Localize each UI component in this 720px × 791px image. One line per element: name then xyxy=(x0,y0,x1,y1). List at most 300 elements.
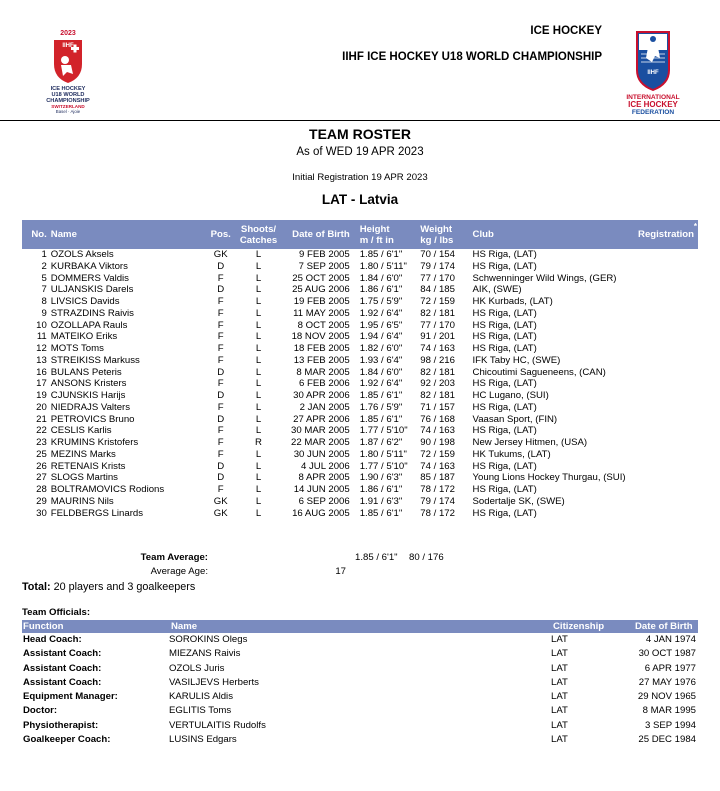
player-sc: L xyxy=(255,448,262,460)
official-cit: LAT xyxy=(551,648,568,660)
player-ht: 1.77 / 5'10" xyxy=(359,460,408,472)
player-dob: 18 FEB 2005 xyxy=(293,343,350,354)
logo-line3: CHAMPIONSHIP xyxy=(46,98,90,104)
player-dob: 14 JUN 2005 xyxy=(293,484,350,495)
col-weight xyxy=(418,220,468,249)
player-sc: L xyxy=(255,307,262,319)
player-no: 11 xyxy=(36,331,47,343)
player-sc: R xyxy=(255,437,262,448)
player-pos: D xyxy=(217,366,225,378)
player-no: 12 xyxy=(36,343,47,354)
player-dob: 13 FEB 2005 xyxy=(293,354,350,366)
official-cit: LAT xyxy=(551,734,568,746)
col-citizenship: Citizenship xyxy=(553,621,605,632)
official-cit: LAT xyxy=(551,705,568,717)
sport-title: ICE HOCKEY xyxy=(530,25,602,37)
logo-line4: SWITZERLAND xyxy=(51,104,85,109)
col-no: No. xyxy=(31,229,47,240)
player-no: 20 xyxy=(36,401,47,413)
player-registration xyxy=(626,355,698,367)
player-no: 29 xyxy=(36,495,47,507)
official-cit: LAT xyxy=(551,676,568,688)
official-name: VASILJEVS Herberts xyxy=(169,676,259,688)
player-registration xyxy=(626,343,698,355)
table-row xyxy=(22,733,698,747)
player-pos: D xyxy=(217,413,225,425)
iihf-logo xyxy=(620,30,686,116)
player-registration xyxy=(626,472,698,484)
player-wt: 74 / 163 xyxy=(420,343,455,354)
player-pos: F xyxy=(217,378,224,390)
player-registration xyxy=(626,378,698,390)
player-ht: 1.85 / 6'1" xyxy=(359,249,403,260)
player-pos: F xyxy=(217,272,224,284)
player-wt: 92 / 203 xyxy=(420,378,455,390)
table-row xyxy=(22,437,698,449)
player-club: HS Riga, (LAT) xyxy=(472,425,537,437)
player-registration xyxy=(626,508,698,520)
player-club: Young Lions Hockey Thurgau, (SUI) xyxy=(472,472,626,484)
table-row xyxy=(22,676,698,690)
player-pos: GK xyxy=(213,507,228,519)
player-no: 22 xyxy=(36,425,47,437)
player-club: New Jersey Hitmen, (USA) xyxy=(472,437,588,448)
table-row xyxy=(22,331,698,343)
player-wt: 74 / 163 xyxy=(420,460,455,472)
player-name: FELDBERGS Linards xyxy=(50,507,144,519)
table-row xyxy=(22,508,698,520)
player-registration xyxy=(626,296,698,308)
player-dob: 22 MAR 2005 xyxy=(291,437,350,448)
player-name: MAURINS Nils xyxy=(50,495,114,507)
official-name: SOROKINS Olegs xyxy=(169,634,248,645)
table-row xyxy=(22,647,698,661)
player-registration xyxy=(626,284,698,296)
player-name: PETROVICS Bruno xyxy=(50,413,135,425)
player-sc: L xyxy=(255,378,262,390)
player-ht: 1.77 / 5'10" xyxy=(359,425,408,437)
player-sc: L xyxy=(255,390,262,401)
player-sc: L xyxy=(255,472,262,484)
team-average-label: Team Average: xyxy=(140,552,208,563)
player-name: BULANS Peteris xyxy=(50,366,122,378)
official-function: Physiotherapist: xyxy=(23,719,99,731)
player-wt: 76 / 168 xyxy=(420,413,455,425)
player-sc: L xyxy=(255,484,262,495)
player-registration xyxy=(626,249,698,261)
col-shoots-line2: Catches xyxy=(239,234,278,246)
official-dob: 25 DEC 1984 xyxy=(638,734,696,746)
player-name: NIEDRAJS Valters xyxy=(50,401,131,413)
officials-table xyxy=(22,620,698,747)
official-function: Assistant Coach: xyxy=(23,662,102,674)
player-name: KRUMINS Kristofers xyxy=(50,437,139,448)
player-no: 25 xyxy=(36,448,47,460)
player-pos: GK xyxy=(213,249,228,260)
player-sc: L xyxy=(255,366,262,378)
official-function: Equipment Manager: xyxy=(23,691,118,703)
player-pos: F xyxy=(217,401,224,413)
player-no: 30 xyxy=(36,507,47,519)
player-no: 9 xyxy=(41,307,47,319)
col-height xyxy=(356,220,419,249)
official-cit: LAT xyxy=(551,691,568,703)
table-row xyxy=(22,414,698,426)
iihf-line3: FEDERATION xyxy=(631,109,675,116)
col-weight-line2: kg / lbs xyxy=(420,234,454,246)
official-name: VERTULAITIS Rudolfs xyxy=(169,719,266,731)
player-registration xyxy=(626,437,698,449)
player-pos: F xyxy=(217,331,224,343)
player-club: Sodertalje SK, (SWE) xyxy=(472,495,565,507)
player-wt: 82 / 181 xyxy=(420,307,455,319)
player-dob: 25 OCT 2005 xyxy=(292,272,350,284)
iihf-line1: INTERNATIONAL xyxy=(626,94,680,101)
player-registration xyxy=(626,402,698,414)
average-age: 17 xyxy=(335,566,346,577)
player-pos: F xyxy=(217,425,224,437)
table-row xyxy=(22,472,698,484)
col-official-name: Name xyxy=(171,621,198,632)
player-pos: F xyxy=(217,307,224,319)
player-club: HS Riga, (LAT) xyxy=(472,260,537,272)
player-sc: L xyxy=(255,460,262,472)
table-row xyxy=(22,343,698,355)
player-dob: 2 JAN 2005 xyxy=(299,401,350,413)
col-shoots xyxy=(236,220,281,249)
player-name: MEZINS Marks xyxy=(50,448,116,460)
player-ht: 1.92 / 6'4" xyxy=(359,378,403,390)
player-pos: F xyxy=(217,296,224,307)
player-dob: 7 SEP 2005 xyxy=(298,260,350,272)
player-wt: 90 / 198 xyxy=(420,437,455,448)
table-row xyxy=(22,367,698,379)
table-row xyxy=(22,378,698,390)
player-sc: L xyxy=(255,413,262,425)
player-no: 16 xyxy=(36,366,47,378)
player-pos: D xyxy=(217,460,225,472)
player-ht: 1.86 / 6'1" xyxy=(359,484,403,495)
u18-championship-logo xyxy=(40,30,96,114)
player-ht: 1.86 / 6'1" xyxy=(359,284,403,296)
average-age-label: Average Age: xyxy=(150,566,208,577)
player-sc: L xyxy=(255,425,262,437)
player-wt: 84 / 185 xyxy=(420,284,455,296)
official-dob: 27 MAY 1976 xyxy=(638,676,696,688)
player-club: HK Tukums, (LAT) xyxy=(472,448,551,460)
player-wt: 72 / 159 xyxy=(420,448,455,460)
logo-line2: U18 WORLD xyxy=(51,92,85,98)
table-row xyxy=(22,496,698,508)
col-registration xyxy=(626,220,698,249)
player-name: MOTS Toms xyxy=(50,343,104,354)
player-club: HS Riga, (LAT) xyxy=(472,343,537,354)
player-pos: F xyxy=(217,319,224,331)
player-registration xyxy=(626,461,698,473)
col-height-line2: m / ft in xyxy=(359,234,394,246)
player-pos: F xyxy=(217,354,224,366)
player-dob: 4 JUL 2006 xyxy=(300,460,350,472)
official-function: Head Coach: xyxy=(23,634,82,645)
player-name: STREIKISS Markuss xyxy=(50,354,140,366)
player-ht: 1.90 / 6'3" xyxy=(359,472,403,484)
player-ht: 1.92 / 6'4" xyxy=(359,307,403,319)
player-dob: 30 APR 2006 xyxy=(293,390,350,401)
player-pos: D xyxy=(217,390,225,401)
player-name: CESLIS Karlis xyxy=(50,425,112,437)
player-no: 28 xyxy=(36,484,47,495)
player-club: HS Riga, (LAT) xyxy=(472,484,537,495)
officials-body xyxy=(22,633,698,747)
official-name: MIEZANS Raivis xyxy=(169,648,241,660)
col-function: Function xyxy=(23,621,64,632)
player-pos: D xyxy=(217,284,225,296)
player-dob: 8 MAR 2005 xyxy=(296,366,350,378)
header-divider xyxy=(0,120,720,121)
player-pos: F xyxy=(217,484,224,495)
player-registration xyxy=(626,425,698,437)
official-dob: 8 MAR 1995 xyxy=(642,705,696,717)
player-wt: 91 / 201 xyxy=(420,331,455,343)
player-no: 7 xyxy=(41,284,47,296)
player-dob: 18 NOV 2005 xyxy=(291,331,350,343)
logo-line5: Basel · Ajoie xyxy=(55,109,81,114)
player-registration xyxy=(626,320,698,332)
official-dob: 3 SEP 1994 xyxy=(644,719,696,731)
player-registration xyxy=(626,496,698,508)
player-name: SLOGS Martins xyxy=(50,472,118,484)
player-pos: F xyxy=(217,448,224,460)
player-ht: 1.80 / 5'11" xyxy=(359,260,407,272)
player-name: ULJANSKIS Darels xyxy=(50,284,134,296)
player-wt: 71 / 157 xyxy=(420,401,455,413)
player-no: 27 xyxy=(36,472,47,484)
player-sc: L xyxy=(255,354,262,366)
player-registration xyxy=(626,484,698,496)
player-no: 10 xyxy=(36,319,47,331)
player-name: OZOLLAPA Rauls xyxy=(50,319,128,331)
player-wt: 70 / 154 xyxy=(420,249,455,260)
player-club: HC Lugano, (SUI) xyxy=(472,390,549,401)
player-wt: 98 / 216 xyxy=(420,354,455,366)
player-name: KURBAKA Viktors xyxy=(50,260,128,272)
as-of-date: As of WED 19 APR 2023 xyxy=(296,146,424,158)
official-cit: LAT xyxy=(551,634,568,645)
player-name: MATEIKO Eriks xyxy=(50,331,118,343)
player-registration xyxy=(626,331,698,343)
player-registration xyxy=(626,390,698,402)
player-sc: L xyxy=(255,343,262,354)
player-dob: 30 JUN 2005 xyxy=(293,448,350,460)
player-registration xyxy=(626,273,698,285)
player-no: 5 xyxy=(41,272,47,284)
official-function: Assistant Coach: xyxy=(23,676,102,688)
iihf-shield-icon xyxy=(635,30,671,92)
col-dob: Date of Birth xyxy=(292,229,350,240)
player-sc: L xyxy=(255,331,262,343)
team-name: LAT - Latvia xyxy=(321,192,399,207)
player-dob: 8 OCT 2005 xyxy=(297,319,350,331)
officials-header-row xyxy=(22,620,698,633)
player-dob: 8 APR 2005 xyxy=(298,472,350,484)
table-row xyxy=(22,461,698,473)
average-weight: 80 / 176 xyxy=(409,552,444,563)
official-dob: 29 NOV 1965 xyxy=(637,691,696,703)
player-name: DOMMERS Valdis xyxy=(50,272,129,284)
table-row xyxy=(22,390,698,402)
official-cit: LAT xyxy=(551,719,568,731)
player-club: Vaasan Sport, (FIN) xyxy=(472,413,558,425)
player-dob: 9 FEB 2005 xyxy=(299,249,350,260)
player-ht: 1.85 / 6'1" xyxy=(359,507,403,519)
player-club: HS Riga, (LAT) xyxy=(472,378,537,390)
table-row xyxy=(22,662,698,676)
table-row xyxy=(22,425,698,437)
table-row xyxy=(22,296,698,308)
player-no: 26 xyxy=(36,460,47,472)
player-wt: 85 / 187 xyxy=(420,472,455,484)
initial-registration: Initial Registration 19 APR 2023 xyxy=(292,172,428,183)
col-official-dob: Date of Birth xyxy=(635,621,693,632)
player-club: Chicoutimi Sagueneens, (CAN) xyxy=(472,366,606,378)
logo-brand: IIHF xyxy=(62,43,74,49)
table-row xyxy=(22,690,698,704)
player-club: HK Kurbads, (LAT) xyxy=(472,296,553,307)
player-ht: 1.94 / 6'4" xyxy=(359,331,403,343)
table-row xyxy=(22,719,698,733)
official-dob: 6 APR 1977 xyxy=(644,662,696,674)
roster-header-row xyxy=(22,220,698,249)
player-ht: 1.84 / 6'0" xyxy=(359,272,403,284)
table-row xyxy=(22,261,698,273)
registration-mark: * xyxy=(693,222,697,231)
player-registration xyxy=(626,367,698,379)
player-wt: 78 / 172 xyxy=(420,484,455,495)
player-no: 23 xyxy=(36,437,47,448)
player-sc: L xyxy=(255,401,262,413)
table-row xyxy=(22,320,698,332)
player-ht: 1.91 / 6'3" xyxy=(359,495,403,507)
col-pos: Pos. xyxy=(210,229,231,240)
player-wt: 82 / 181 xyxy=(420,366,455,378)
total-text: 20 players and 3 goalkeepers xyxy=(50,581,196,593)
player-sc: L xyxy=(255,260,262,272)
player-dob: 19 FEB 2005 xyxy=(293,296,350,307)
official-dob: 30 OCT 1987 xyxy=(638,648,696,660)
player-sc: L xyxy=(255,296,262,307)
player-name: BOLTRAMOVICS Rodions xyxy=(50,484,165,495)
total-label: Total: xyxy=(22,581,51,593)
official-function: Goalkeeper Coach: xyxy=(23,734,111,746)
player-no: 13 xyxy=(36,354,47,366)
player-no: 19 xyxy=(36,390,47,401)
page-title: TEAM ROSTER xyxy=(309,126,411,142)
official-name: EGLITIS Toms xyxy=(169,705,232,717)
player-name: OZOLS Aksels xyxy=(50,249,114,260)
player-ht: 1.84 / 6'0" xyxy=(359,366,403,378)
col-shoots-line1: Shoots/ xyxy=(240,223,277,235)
player-no: 1 xyxy=(41,249,47,260)
player-dob: 11 MAY 2005 xyxy=(293,307,350,319)
player-no: 17 xyxy=(36,378,47,390)
table-row xyxy=(22,704,698,718)
player-dob: 16 AUG 2005 xyxy=(292,507,350,519)
player-ht: 1.85 / 6'1" xyxy=(359,390,403,401)
player-club: HS Riga, (LAT) xyxy=(472,507,537,519)
official-name: LUSINS Edgars xyxy=(169,734,237,746)
player-pos: F xyxy=(217,437,224,448)
player-registration xyxy=(626,449,698,461)
player-registration xyxy=(626,261,698,273)
player-dob: 30 MAR 2005 xyxy=(291,425,350,437)
player-registration xyxy=(626,414,698,426)
official-dob: 4 JAN 1974 xyxy=(645,634,696,645)
player-sc: L xyxy=(255,319,262,331)
col-name: Name xyxy=(50,229,77,240)
table-row xyxy=(22,308,698,320)
player-no: 21 xyxy=(36,413,47,425)
player-wt: 77 / 170 xyxy=(420,272,455,284)
col-club: Club xyxy=(472,229,494,240)
player-ht: 1.75 / 5'9" xyxy=(359,296,403,307)
table-row xyxy=(22,633,698,647)
player-club: HS Riga, (LAT) xyxy=(472,460,537,472)
player-pos: GK xyxy=(213,495,228,507)
player-dob: 27 APR 2006 xyxy=(293,413,350,425)
player-sc: L xyxy=(255,284,262,296)
player-club: AIK, (SWE) xyxy=(472,284,522,296)
player-ht: 1.82 / 6'0" xyxy=(359,343,403,354)
player-wt: 82 / 181 xyxy=(420,390,455,401)
official-name: OZOLS Juris xyxy=(169,662,225,674)
player-no: 2 xyxy=(41,260,47,272)
player-name: ANSONS Kristers xyxy=(50,378,127,390)
player-wt: 79 / 174 xyxy=(420,495,455,507)
player-club: IFK Taby HC, (SWE) xyxy=(472,354,561,366)
player-name: CJUNSKIS Harijs xyxy=(50,390,126,401)
player-club: HS Riga, (LAT) xyxy=(472,331,537,343)
table-row xyxy=(22,273,698,285)
logo-line1: ICE HOCKEY xyxy=(50,86,86,92)
player-dob: 6 SEP 2006 xyxy=(298,495,350,507)
official-cit: LAT xyxy=(551,662,568,674)
official-name: KARULIS Aldis xyxy=(169,691,233,703)
player-wt: 79 / 174 xyxy=(420,260,455,272)
player-club: HS Riga, (LAT) xyxy=(472,249,537,260)
player-name: STRAZDINS Raivis xyxy=(50,307,134,319)
iihf-brand: IIHF xyxy=(647,70,659,76)
player-club: HS Riga, (LAT) xyxy=(472,401,537,413)
iihf-line2: ICE HOCKEY xyxy=(628,100,678,109)
col-height-line1: Height xyxy=(359,223,390,235)
officials-title: Team Officials: xyxy=(22,607,91,618)
player-club: HS Riga, (LAT) xyxy=(472,319,537,331)
player-ht: 1.80 / 5'11" xyxy=(359,448,407,460)
player-registration xyxy=(626,308,698,320)
player-ht: 1.85 / 6'1" xyxy=(359,413,403,425)
player-sc: L xyxy=(255,272,262,284)
col-registration-label: Registration xyxy=(638,229,694,240)
player-sc: L xyxy=(255,249,262,260)
table-row xyxy=(22,484,698,496)
player-dob: 6 FEB 2006 xyxy=(299,378,350,390)
table-row xyxy=(22,449,698,461)
average-height: 1.85 / 6'1" xyxy=(355,552,398,563)
player-wt: 72 / 159 xyxy=(420,296,455,307)
player-dob: 25 AUG 2006 xyxy=(292,284,350,296)
total-summary xyxy=(22,581,195,593)
roster-table xyxy=(22,220,698,519)
